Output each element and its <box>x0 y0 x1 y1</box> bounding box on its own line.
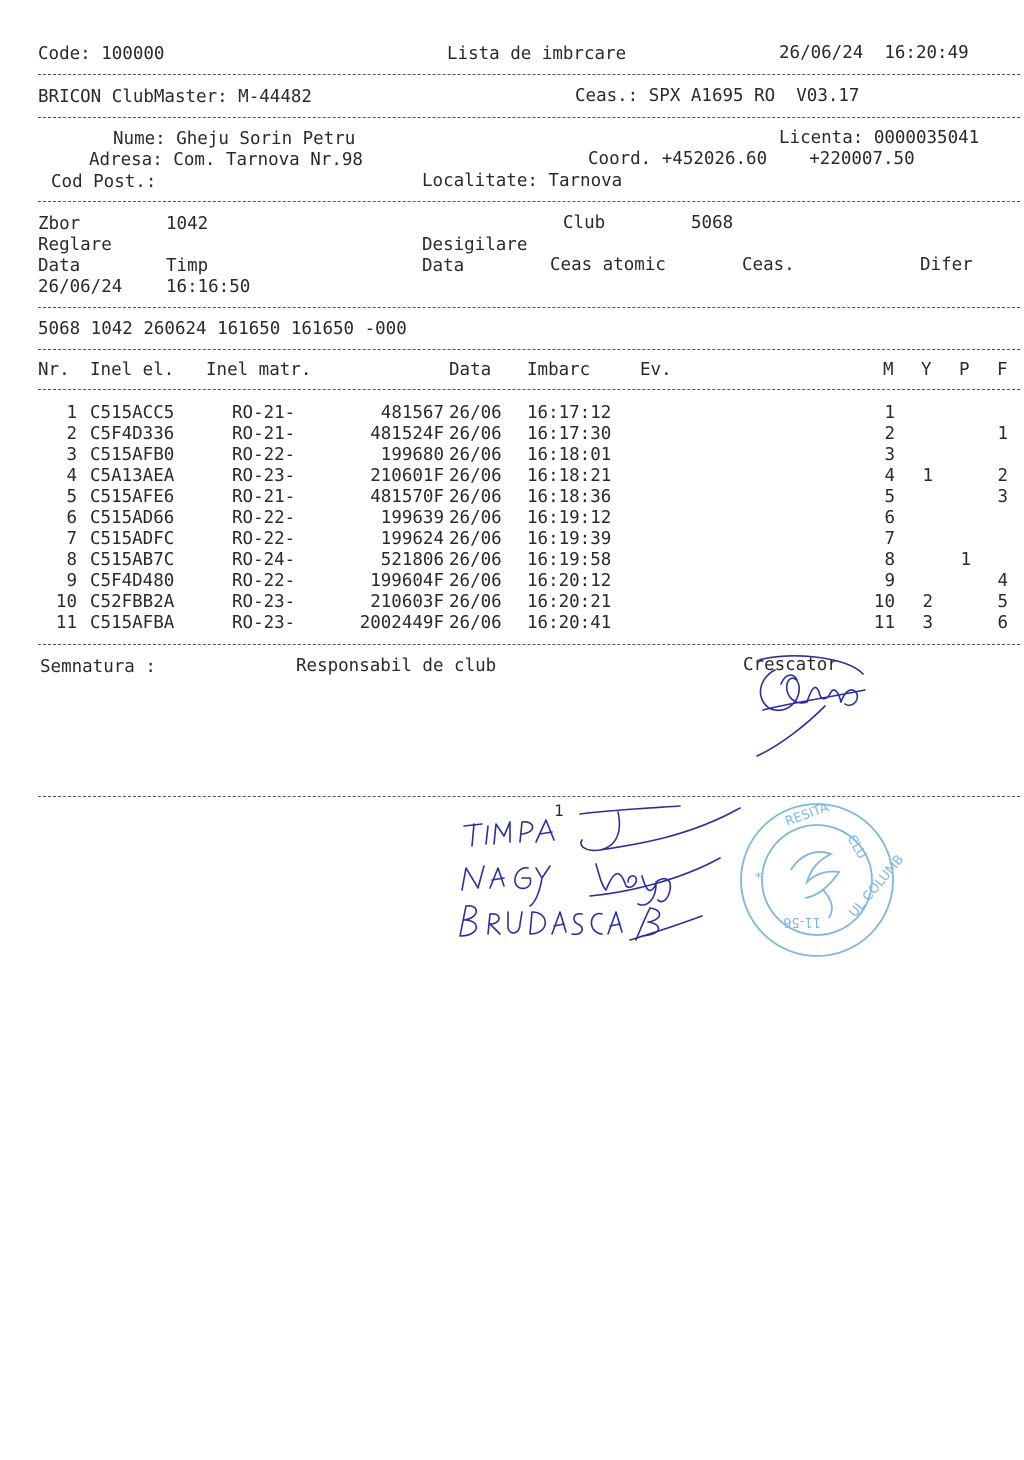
print-datetime: 26/06/24 16:20:49 <box>779 43 969 63</box>
cell-time: 16:18:36 <box>527 487 612 507</box>
cell-inel-el: C515ADFC <box>90 529 175 549</box>
cell-inel-el: C515AFB0 <box>90 445 175 465</box>
flight-label: Zbor <box>38 214 81 234</box>
club-stamp <box>735 798 908 963</box>
cell-date: 26/06 <box>449 403 502 423</box>
cell-y: 2 <box>922 592 933 612</box>
col-inel-matr: Inel matr. <box>206 360 312 380</box>
cell-m: 3 <box>884 445 895 465</box>
cell-time: 16:17:30 <box>527 424 612 444</box>
cell-p: 1 <box>960 550 971 570</box>
col-inel-el: Inel el. <box>90 360 175 380</box>
cell-time: 16:18:01 <box>527 445 612 465</box>
summary-code-line: 5068 1042 260624 161650 161650 -000 <box>38 319 407 339</box>
cell-nr: 9 <box>66 571 77 591</box>
cell-m: 2 <box>884 424 895 444</box>
unsealing-label: Desigilare <box>422 235 528 255</box>
svg-text:11-56: 11-56 <box>783 914 821 929</box>
clock-info: Ceas.: SPX A1695 RO V03.17 <box>575 86 860 106</box>
cell-date: 26/06 <box>449 445 502 465</box>
cell-m: 7 <box>884 529 895 549</box>
cell-ring-prefix: RO-21- <box>232 403 296 423</box>
club-responsible-label: Responsabil de club <box>296 656 497 676</box>
col-data: Data <box>449 360 492 380</box>
cell-m: 9 <box>884 571 895 591</box>
cell-date: 26/06 <box>449 487 502 507</box>
cell-nr: 4 <box>66 466 77 486</box>
regulation-label: Reglare <box>38 235 112 255</box>
cell-f: 5 <box>997 592 1008 612</box>
club-label: Club <box>563 213 606 233</box>
cell-nr: 6 <box>66 508 77 528</box>
cell-f: 1 <box>997 424 1008 444</box>
owner-licence: Licenta: 0000035041 <box>779 128 980 148</box>
document-title: Lista de imbrcare <box>447 44 627 64</box>
reg-date-value: 26/06/24 <box>38 277 123 297</box>
cell-ring-prefix: RO-22- <box>232 508 296 528</box>
cell-ring-prefix: RO-22- <box>232 571 296 591</box>
cell-inel-el: C515AB7C <box>90 550 175 570</box>
cell-inel-el: C515ACC5 <box>90 403 175 423</box>
divider <box>38 117 1020 118</box>
cell-inel-el: C5F4D336 <box>90 424 175 444</box>
col-y: Y <box>921 360 932 380</box>
divider <box>38 201 1020 202</box>
cell-date: 26/06 <box>449 613 502 633</box>
cell-time: 16:18:21 <box>527 466 612 486</box>
cell-inel-el: C5A13AEA <box>90 466 175 486</box>
cell-time: 16:17:12 <box>527 403 612 423</box>
cell-date: 26/06 <box>449 592 502 612</box>
cell-f: 6 <box>997 613 1008 633</box>
cell-ring-prefix: RO-23- <box>232 613 296 633</box>
cell-ring-number: 210603F <box>370 592 444 612</box>
cell-ring-number: 2002449F <box>359 613 444 633</box>
cell-nr: 5 <box>66 487 77 507</box>
cell-inel-el: C515AD66 <box>90 508 175 528</box>
difference-header: Difer <box>920 255 973 275</box>
reg-date-header: Data <box>38 256 81 276</box>
cell-ring-prefix: RO-21- <box>232 424 296 444</box>
breeder-label: Crescator <box>743 655 838 675</box>
cell-time: 16:20:21 <box>527 592 612 612</box>
cell-date: 26/06 <box>449 466 502 486</box>
cell-m: 8 <box>884 550 895 570</box>
cell-date: 26/06 <box>449 550 502 570</box>
cell-nr: 3 <box>66 445 77 465</box>
unseal-date-header: Data <box>422 256 465 276</box>
cell-time: 16:19:39 <box>527 529 612 549</box>
cell-f: 4 <box>997 571 1008 591</box>
owner-name: Nume: Gheju Sorin Petru <box>113 129 356 149</box>
cell-date: 26/06 <box>449 508 502 528</box>
cell-ring-prefix: RO-21- <box>232 487 296 507</box>
owner-coordinates: Coord. +452026.60 +220007.50 <box>588 149 915 169</box>
cell-m: 4 <box>884 466 895 486</box>
svg-text:CLU: CLU <box>843 832 870 862</box>
cell-f: 2 <box>997 466 1008 486</box>
cell-y: 3 <box>922 613 933 633</box>
cell-inel-el: C515AFE6 <box>90 487 175 507</box>
cell-time: 16:19:12 <box>527 508 612 528</box>
cell-time: 16:19:58 <box>527 550 612 570</box>
cell-f: 3 <box>997 487 1008 507</box>
col-p: P <box>959 360 970 380</box>
cell-ring-number: 199639 <box>380 508 444 528</box>
atomic-clock-header: Ceas atomic <box>550 255 666 275</box>
divider <box>38 349 1020 350</box>
cell-m: 5 <box>884 487 895 507</box>
cell-nr: 8 <box>66 550 77 570</box>
cell-nr: 10 <box>55 592 77 612</box>
cell-ring-number: 481567 <box>380 403 444 423</box>
device-info: BRICON ClubMaster: M-44482 <box>38 87 312 107</box>
cell-time: 16:20:41 <box>527 613 612 633</box>
cell-m: 1 <box>884 403 895 423</box>
cell-date: 26/06 <box>449 571 502 591</box>
cell-ring-prefix: RO-23- <box>232 466 296 486</box>
divider <box>38 389 1020 390</box>
svg-text:*: * <box>755 871 762 886</box>
cell-ring-prefix: RO-22- <box>232 529 296 549</box>
cell-inel-el: C515AFBA <box>90 613 175 633</box>
cell-ring-number: 521806 <box>380 550 444 570</box>
cell-date: 26/06 <box>449 529 502 549</box>
cell-ring-prefix: RO-24- <box>232 550 296 570</box>
cell-inel-el: C52FBB2A <box>90 592 175 612</box>
cell-date: 26/06 <box>449 424 502 444</box>
col-imbarc: Imbarc <box>527 360 591 380</box>
cell-inel-el: C5F4D480 <box>90 571 175 591</box>
page-number: 1 <box>554 801 564 820</box>
clock-header: Ceas. <box>742 255 795 275</box>
cell-ring-number: 199604F <box>370 571 444 591</box>
reg-time-header: Timp <box>166 256 209 276</box>
cell-nr: 7 <box>66 529 77 549</box>
cell-m: 11 <box>873 613 895 633</box>
cell-nr: 11 <box>55 613 77 633</box>
col-f: F <box>997 360 1008 380</box>
cell-m: 6 <box>884 508 895 528</box>
cell-ring-number: 199680 <box>380 445 444 465</box>
cell-ring-prefix: RO-22- <box>232 445 296 465</box>
divider <box>38 307 1020 308</box>
cell-ring-number: 481524F <box>370 424 444 444</box>
code-label: Code: 100000 <box>38 44 165 64</box>
signature-label: Semnatura : <box>40 657 156 677</box>
cell-nr: 2 <box>66 424 77 444</box>
breeder-signature <box>745 650 875 765</box>
divider <box>38 74 1020 75</box>
svg-text:UL COLUMB: UL COLUMB <box>846 852 908 921</box>
col-nr: Nr. <box>38 360 70 380</box>
cell-nr: 1 <box>66 403 77 423</box>
cell-ring-number: 481570F <box>370 487 444 507</box>
cell-ring-number: 210601F <box>370 466 444 486</box>
col-ev: Ev. <box>640 360 672 380</box>
divider <box>38 644 1020 645</box>
owner-address: Adresa: Com. Tarnova Nr.98 <box>89 150 363 170</box>
divider <box>38 796 1020 797</box>
reg-time-value: 16:16:50 <box>166 277 251 297</box>
col-m: M <box>883 360 894 380</box>
cell-ring-prefix: RO-23- <box>232 592 296 612</box>
cell-m: 10 <box>873 592 895 612</box>
cell-time: 16:20:12 <box>527 571 612 591</box>
cell-y: 1 <box>922 466 933 486</box>
handwritten-controllers <box>450 800 750 950</box>
postal-code-label: Cod Post.: <box>51 172 157 192</box>
flight-number: 1042 <box>166 214 209 234</box>
owner-locality: Localitate: Tarnova <box>422 171 623 191</box>
club-number: 5068 <box>691 213 734 233</box>
cell-ring-number: 199624 <box>380 529 444 549</box>
svg-text:RESITA: RESITA <box>783 800 831 830</box>
